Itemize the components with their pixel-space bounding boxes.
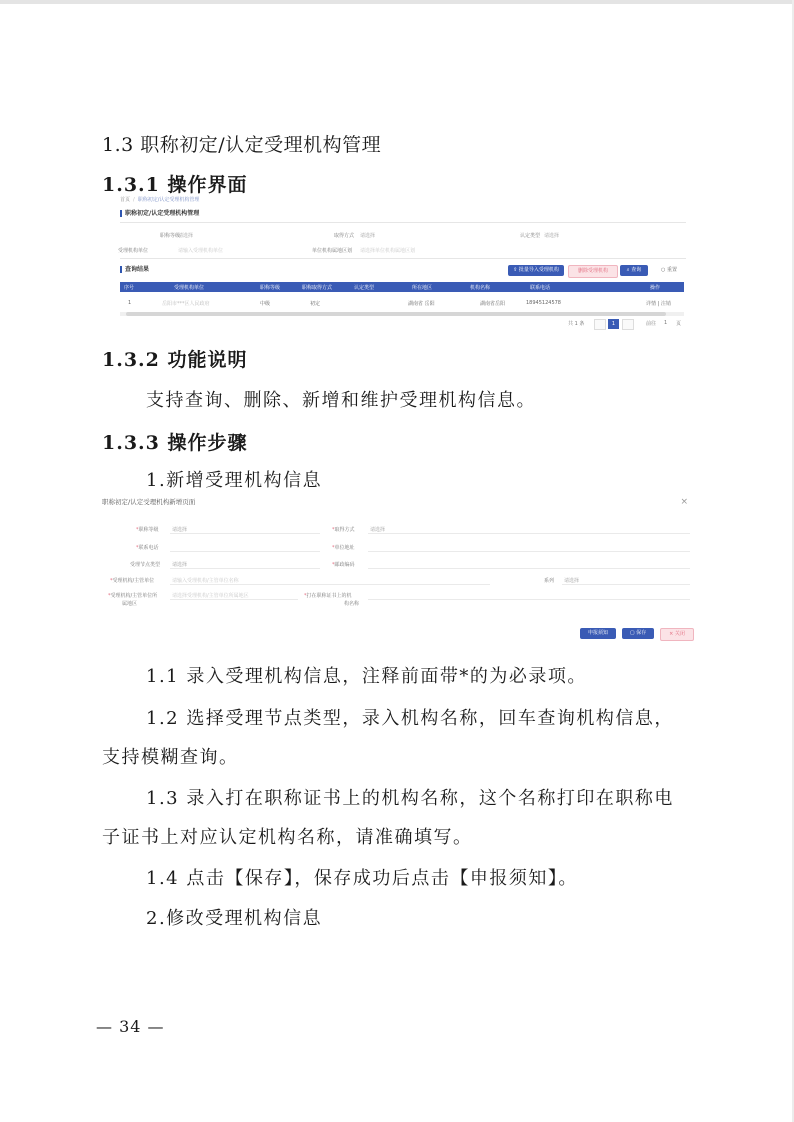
- row-level: 中级: [260, 301, 271, 307]
- row-area: 湖南省 岳阳: [408, 301, 435, 307]
- management-page-screenshot: [118, 196, 686, 334]
- delete-label: 删除受理机构: [577, 268, 608, 274]
- area-select[interactable]: 请选择受理机构/主管单位所属地区: [172, 593, 249, 599]
- divider: [120, 222, 686, 223]
- breadcrumb-home[interactable]: 首页: [120, 197, 131, 203]
- series-select[interactable]: 请选择: [564, 578, 580, 584]
- breadcrumb-current: 职称初定/认定受理机构管理: [137, 197, 200, 203]
- series-field-label: 系列: [544, 578, 555, 584]
- subsection-title-function: 1.3.2 功能说明: [102, 349, 248, 371]
- step-1-title: 1.新增受理机构信息: [146, 470, 323, 491]
- section-title: 1.3 职称初定/认定受理机构管理: [102, 134, 382, 156]
- cert-type-label: 认定类型: [520, 233, 541, 239]
- org-input[interactable]: 请输入受理机构单位: [178, 248, 224, 254]
- area-field-label: *受理机构/主管单位所: [108, 593, 158, 599]
- goto-page-input[interactable]: 1: [664, 320, 668, 326]
- reset-icon: ○: [661, 267, 667, 273]
- prev-page-button[interactable]: [594, 319, 606, 330]
- table-header-cell: 认定类型: [354, 285, 375, 291]
- org-unit-input[interactable]: 请输入受理机构/主管单位名称: [172, 578, 239, 584]
- step-1-2-cont: 支持模糊查询。: [102, 747, 239, 768]
- step-1-1: 1.1 录入受理机构信息，注释前面带*的为必录项。: [146, 666, 587, 687]
- upload-icon: ⇪: [513, 267, 519, 273]
- org-unit-field-box: [170, 575, 490, 585]
- level-label: 职称等级: [160, 233, 181, 239]
- subsection-title-interface: 1.3.1 操作界面: [102, 174, 248, 196]
- table-header-cell: 机构名称: [470, 285, 491, 291]
- method-label: 取得方式: [334, 233, 355, 239]
- dialog-title: 职称初定/认定受理机构新增页面: [102, 498, 196, 506]
- org-addr-input[interactable]: [368, 542, 690, 552]
- step-1-2: 1.2 选择受理节点类型，录入机构名称，回车查询机构信息，: [146, 708, 674, 729]
- level-field-box: [170, 524, 320, 534]
- print-name-field-label-cont: 构名称: [344, 601, 360, 607]
- page-section-title: 职称初定/认定受理机构管理: [120, 210, 199, 217]
- add-dialog-screenshot: [100, 494, 696, 646]
- close-icon: ×: [669, 631, 675, 637]
- page-number: — 34 —: [96, 1017, 165, 1036]
- batch-import-label: 批量导入受理机构: [518, 267, 559, 273]
- save-label: 保存: [636, 630, 647, 636]
- area-select[interactable]: 请选择单位机构属地区划: [360, 248, 416, 254]
- goto-label: 前往: [646, 321, 657, 327]
- divider: [120, 258, 686, 259]
- table-header: [120, 282, 684, 292]
- query-button[interactable]: [620, 265, 648, 276]
- row-no: 1: [128, 300, 132, 306]
- search-icon: ⌕: [626, 267, 632, 273]
- reset-label: 重置: [666, 267, 677, 273]
- method-field-box: [368, 524, 690, 534]
- step-1-3: 1.3 录入打在职称证书上的机构名称，这个名称打印在职称电: [146, 788, 674, 809]
- batch-import-button[interactable]: [508, 265, 564, 276]
- row-phone: 18945124578: [526, 300, 561, 306]
- notice-button[interactable]: 申报须知: [580, 628, 616, 639]
- level-select[interactable]: 请选择: [178, 233, 194, 239]
- method-select[interactable]: 请选择: [370, 527, 386, 533]
- close-icon[interactable]: ×: [680, 497, 688, 507]
- area-label: 单位机构属地区划: [312, 248, 353, 254]
- print-name-input[interactable]: [368, 590, 690, 600]
- method-field-label: *取得方式: [332, 527, 355, 533]
- breadcrumb: 首页 / 职称初定/认定受理机构管理: [120, 197, 200, 203]
- method-select[interactable]: 请选择: [360, 233, 376, 239]
- table-header-cell: 受理机构单位: [174, 285, 205, 291]
- delete-button[interactable]: [568, 265, 618, 278]
- save-icon: ▢: [629, 630, 637, 636]
- org-label: 受理机构单位: [118, 248, 149, 254]
- close-button[interactable]: [660, 628, 694, 641]
- row-org: 岳阳市***区人民政府: [162, 301, 210, 307]
- subsection-title-steps: 1.3.3 操作步骤: [102, 432, 248, 454]
- row-method: 初定: [310, 301, 321, 307]
- area-field-label-cont: 属地区: [122, 601, 138, 607]
- contact-input[interactable]: [170, 542, 320, 552]
- pagination-total: 共 1 条: [568, 321, 585, 327]
- area-field-box: [170, 590, 298, 600]
- postcode-input[interactable]: [368, 559, 690, 569]
- query-label: 查询: [631, 267, 642, 273]
- horizontal-scrollbar[interactable]: [120, 312, 684, 316]
- step-2-title: 2.修改受理机构信息: [146, 908, 323, 929]
- cert-type-select[interactable]: 请选择: [544, 233, 560, 239]
- current-page[interactable]: 1: [608, 319, 619, 329]
- page-edge: [0, 0, 794, 4]
- table-header-cell: 联系电话: [530, 285, 551, 291]
- node-select[interactable]: 请选择: [172, 562, 188, 568]
- postcode-field-label: *邮政编码: [332, 562, 355, 568]
- save-button[interactable]: [622, 628, 654, 639]
- print-name-field-label: *打在职称证书上的机: [304, 593, 352, 599]
- contact-field-label: *联系电话: [136, 545, 159, 551]
- step-1-4: 1.4 点击【保存】，保存成功后点击【申报须知】。: [146, 868, 578, 889]
- table-header-cell: 所在地区: [412, 285, 433, 291]
- next-page-button[interactable]: [622, 319, 634, 330]
- scrollbar-thumb[interactable]: [126, 312, 666, 316]
- table-header-cell: 操作: [650, 285, 661, 291]
- row-region: 湖南省岳阳: [480, 301, 506, 307]
- org-addr-field-label: *单位地址: [332, 545, 355, 551]
- level-field-label: *职称等级: [136, 527, 159, 533]
- row-actions[interactable]: 详情 | 注销: [646, 301, 671, 307]
- org-unit-field-label: *受理机构/主管单位: [110, 578, 155, 584]
- node-field-label: 受理节点类型: [130, 562, 161, 568]
- results-title: 查询结果: [120, 266, 149, 273]
- node-field-box: [170, 559, 320, 569]
- function-description: 支持查询、删除、新增和维护受理机构信息。: [146, 390, 536, 411]
- table-header-cell: 序号: [124, 285, 135, 291]
- level-select[interactable]: 请选择: [172, 527, 188, 533]
- table-header-cell: 职称取得方式: [302, 285, 333, 291]
- close-label: 关闭: [674, 631, 685, 637]
- table-header-cell: 职称等级: [260, 285, 281, 291]
- series-field-box: [562, 575, 690, 585]
- page-unit: 页: [676, 321, 682, 327]
- step-1-3-cont: 子证书上对应认定机构名称，请准确填写。: [102, 827, 473, 848]
- reset-button[interactable]: [654, 265, 684, 276]
